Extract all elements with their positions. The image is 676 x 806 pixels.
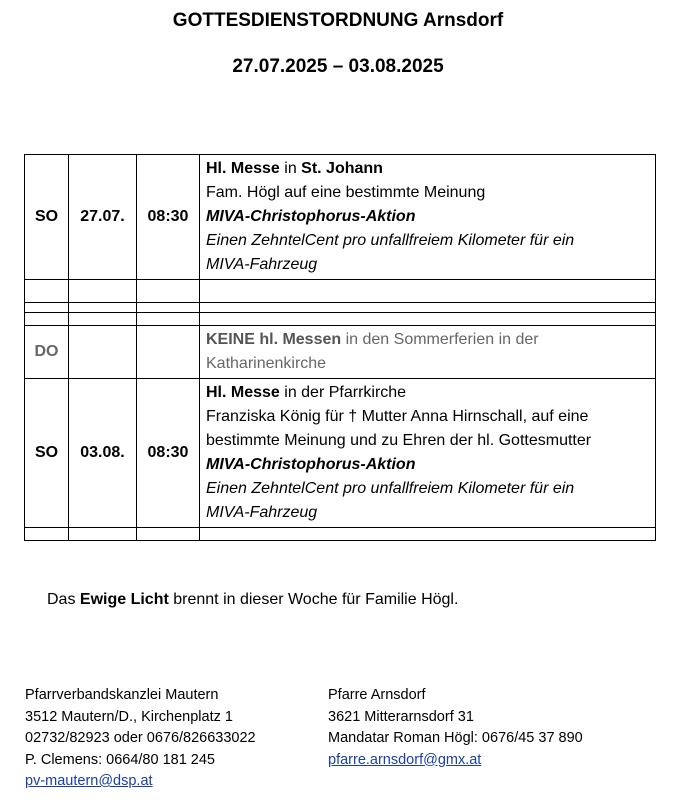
table-row — [25, 155, 656, 280]
date-cell — [69, 326, 137, 379]
action-text-line: MIVA-Fahrzeug — [206, 256, 318, 273]
table-row — [25, 528, 656, 541]
priest-phone: P. Clemens: 0664/80 181 245 — [25, 751, 215, 768]
office-phone: 02732/82923 oder 0676/826633022 — [25, 730, 256, 746]
office-name: Pfarrverbandskanzlei Mautern — [25, 687, 219, 703]
date-cell: 27.07. — [69, 155, 137, 280]
office-address: 3512 Mautern/D., Kirchenplatz 1 — [25, 708, 233, 725]
eternal-light-bold: Ewige Licht — [79, 591, 169, 608]
mandatar-phone: Mandatar Roman Högl: 0676/45 37 890 — [328, 730, 583, 746]
table-row — [25, 280, 656, 303]
action-text-line: Einen ZehntelCent pro unfallfreiem Kilometer für ein — [206, 232, 575, 249]
notice-line: Katharinenkirche — [206, 355, 327, 372]
email-link-arnsdorf[interactable]: pfarre.arnsdorf@gmx.at — [328, 751, 482, 768]
action-text-line: Einen ZehntelCent pro unfallfreiem Kilometer für ein — [206, 480, 575, 497]
action-title: MIVA-Christophorus-Aktion — [206, 208, 416, 225]
service-type: Hl. Messe — [206, 160, 280, 177]
service-details — [200, 379, 656, 528]
table-row — [25, 313, 656, 326]
parish-address: 3621 Mitterarnsdorf 31 — [328, 708, 474, 725]
day-cell: SO — [25, 379, 69, 528]
eternal-light-note: Das Ewige Licht brennt in dieser Woche für Familie Högl. — [47, 591, 459, 608]
table-row — [25, 326, 656, 379]
service-line — [206, 381, 649, 405]
date-range: 27.07.2025 – 03.08.2025 — [232, 56, 444, 77]
footer-contact-arnsdorf — [328, 685, 583, 771]
time-cell: 08:30 — [137, 155, 200, 280]
day-cell: SO — [25, 155, 69, 280]
service-details — [200, 155, 656, 280]
service-place: St. Johann — [301, 160, 383, 177]
day-cell: DO — [25, 326, 69, 379]
footer-contact-mautern — [25, 685, 256, 793]
table-row — [25, 303, 656, 313]
table-row — [25, 379, 656, 528]
time-cell: 08:30 — [137, 379, 200, 528]
email-link-mautern[interactable]: pv-mautern@dsp.at — [25, 773, 153, 789]
service-line — [206, 157, 649, 181]
service-type: Hl. Messe — [206, 384, 280, 401]
intention-line: Fam. Högl auf eine bestimmte Meinung — [206, 184, 486, 201]
notice-bold: KEINE hl. Messen — [206, 331, 342, 348]
date-cell: 03.08. — [69, 379, 137, 528]
service-connector: in — [279, 160, 302, 177]
notice-text: in den Sommerferien in der — [341, 331, 539, 348]
parish-name: Pfarre Arnsdorf — [328, 687, 426, 703]
document-title: GOTTESDIENSTORDNUNG Arnsdorf — [172, 10, 504, 31]
intention-line: bestimmte Meinung und zu Ehren der hl. Gottesmutter — [206, 432, 592, 449]
action-title: MIVA-Christophorus-Aktion — [206, 456, 416, 473]
notice-line — [206, 328, 649, 352]
service-place: in der Pfarrkirche — [279, 384, 407, 401]
intention-line: Franziska König für † Mutter Anna Hirnschall, auf eine — [206, 408, 589, 425]
action-text-line: MIVA-Fahrzeug — [206, 504, 318, 521]
schedule-table — [24, 154, 656, 541]
notice-details — [200, 326, 656, 379]
time-cell — [137, 326, 200, 379]
